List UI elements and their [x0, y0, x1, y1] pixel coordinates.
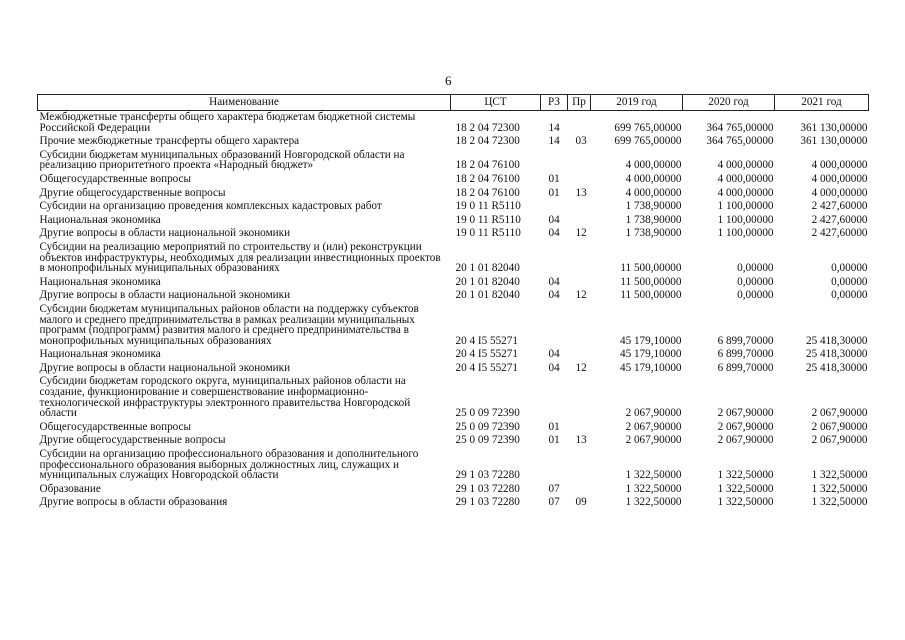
page-number: 6 [445, 73, 452, 88]
row-2021: 25 418,30000 [805, 334, 868, 347]
row-2021: 1 322,50000 [811, 469, 868, 482]
table-header [38, 95, 869, 111]
header-2021: 2021 год [775, 95, 869, 111]
header-pr: Пр [568, 95, 591, 111]
row-name: Общегосударственные вопросы [39, 420, 192, 433]
row-2020: 4 000,00000 [717, 159, 774, 172]
row-2019: 2 067,90000 [625, 407, 682, 420]
row-2020: 2 067,90000 [717, 420, 774, 433]
row-rz [541, 448, 568, 483]
budget-table [37, 94, 869, 510]
row-2020: 2 067,90000 [717, 434, 774, 447]
row-2021: 0,00000 [831, 275, 868, 288]
row-name: Субсидии бюджетам муниципальных районов области на поддержку субъектов малого и среднего предпринимательства в рамках реализации муниципальных программ (подпрограмм) развития малого и среднего предпринимательства в монопрофильных муниципальных образованиях [39, 302, 419, 347]
row-2021: 4 000,00000 [811, 172, 868, 185]
row-rz: 04 [548, 227, 560, 240]
row-2021: 361 130,00000 [800, 121, 868, 134]
row-2019: 1 738,90000 [625, 227, 682, 240]
row-2019: 45 179,10000 [619, 361, 682, 374]
row-2021: 1 322,50000 [811, 482, 868, 495]
row-2021: 2 067,90000 [811, 434, 868, 447]
row-pr: 12 [575, 289, 587, 302]
row-cst: 20 1 01 82040 [455, 262, 520, 275]
row-cst: 19 0 11 R5110 [455, 227, 521, 240]
row-name: Прочие межбюджетные трансферты общего характера [39, 135, 300, 148]
table-row [38, 149, 869, 173]
row-2021: 2 067,90000 [811, 420, 868, 433]
row-rz: 01 [548, 434, 560, 447]
row-2019: 1 322,50000 [625, 496, 682, 509]
row-name: Другие вопросы в области образования [39, 496, 228, 509]
row-pr [568, 448, 591, 483]
row-2020: 2 067,90000 [717, 407, 774, 420]
row-2019: 11 500,00000 [620, 262, 682, 275]
row-cst: 20 4 I5 55271 [455, 348, 518, 361]
row-2021: 0,00000 [831, 262, 868, 275]
row-name: Национальная экономика [39, 348, 161, 361]
row-2020: 364 765,00000 [706, 135, 774, 148]
row-rz [541, 241, 568, 276]
row-2020: 6 899,70000 [717, 361, 774, 374]
row-2019: 2 067,90000 [625, 434, 682, 447]
row-cst: 18 2 04 76100 [455, 159, 520, 172]
row-rz: 07 [548, 482, 560, 495]
row-rz: 07 [548, 496, 560, 509]
row-rz: 04 [548, 213, 560, 226]
row-rz: 04 [548, 348, 560, 361]
table-row [38, 111, 869, 136]
header-rz: РЗ [541, 95, 568, 111]
row-name: Субсидии на реализацию мероприятий по строительству и (или) реконструкции объектов инфраструктуры, необходимых для реализации инвестиционных проектов в монопрофильных муниципальных образованиях [39, 240, 441, 275]
row-name: Субсидии бюджетам городского округа, муниципальных районов области на создание, функционирование и совершенствование информационно-технологической инфраструктуры электронного правительства Новгородской области [39, 375, 411, 420]
table-row [38, 241, 869, 276]
row-pr [568, 483, 591, 497]
table-row [38, 496, 869, 510]
row-2020: 1 100,00000 [717, 227, 774, 240]
row-name: Образование [39, 482, 101, 495]
row-2021: 1 322,50000 [811, 496, 868, 509]
table-row [38, 434, 869, 448]
table-row [38, 187, 869, 201]
row-2021: 4 000,00000 [811, 186, 868, 199]
row-2021: 4 000,00000 [811, 159, 868, 172]
table-row [38, 362, 869, 376]
row-2020: 1 100,00000 [717, 213, 774, 226]
row-pr [568, 375, 591, 420]
row-pr: 09 [575, 496, 587, 509]
table-row [38, 375, 869, 420]
table-body [38, 111, 869, 511]
row-cst: 25 0 09 72390 [455, 420, 520, 433]
row-name: Межбюджетные трансферты общего характера бюджетам бюджетной системы Российской Федерации [39, 111, 416, 134]
row-name: Другие вопросы в области национальной экономики [39, 289, 291, 302]
row-2019: 699 765,00000 [614, 135, 682, 148]
row-pr [568, 149, 591, 173]
row-2020: 1 322,50000 [717, 482, 774, 495]
row-pr [568, 241, 591, 276]
row-cst: 20 4 I5 55271 [455, 334, 518, 347]
table-row [38, 421, 869, 435]
row-2019: 699 765,00000 [614, 121, 682, 134]
row-rz: 04 [548, 275, 560, 288]
row-2019: 4 000,00000 [625, 172, 682, 185]
row-name: Субсидии бюджетам муниципальных образований Новгородской области на реализацию приоритетного проекта «Народный бюджет» [39, 148, 405, 172]
row-rz: 04 [548, 289, 560, 302]
row-rz: 14 [548, 135, 560, 148]
row-name: Национальная экономика [39, 275, 161, 288]
header-name: Наименование [38, 95, 451, 111]
row-2019: 11 500,00000 [620, 289, 682, 302]
row-pr [568, 421, 591, 435]
row-2020: 6 899,70000 [717, 334, 774, 347]
row-2020: 1 100,00000 [717, 200, 774, 213]
row-2021: 2 427,60000 [811, 227, 868, 240]
row-pr: 13 [575, 434, 587, 447]
table-row [38, 173, 869, 187]
table-row [38, 135, 869, 149]
row-rz [541, 303, 568, 348]
row-cst: 18 2 04 76100 [455, 186, 520, 199]
row-2020: 0,00000 [737, 289, 774, 302]
table-row [38, 214, 869, 228]
row-2020: 6 899,70000 [717, 348, 774, 361]
row-2019: 4 000,00000 [625, 186, 682, 199]
row-2021: 361 130,00000 [800, 135, 868, 148]
row-2019: 1 322,50000 [625, 469, 682, 482]
row-rz: 01 [548, 172, 560, 185]
row-rz: 14 [548, 121, 560, 134]
row-2019: 45 179,10000 [619, 334, 682, 347]
row-cst: 29 1 03 72280 [455, 482, 520, 495]
row-2021: 2 067,90000 [811, 407, 868, 420]
row-pr [568, 200, 591, 214]
row-2019: 2 067,90000 [625, 420, 682, 433]
row-rz: 01 [548, 186, 560, 199]
row-name: Субсидии на организацию профессионального образования и дополнительного профессионального образования выборных должностных лиц, служащих и муниципальных служащих Новгородской области [39, 448, 419, 482]
row-cst: 20 1 01 82040 [455, 275, 520, 288]
row-pr: 13 [575, 186, 587, 199]
row-pr: 12 [575, 227, 587, 240]
table-row [38, 276, 869, 290]
row-rz [541, 149, 568, 173]
row-cst: 29 1 03 72280 [455, 469, 520, 482]
row-2020: 4 000,00000 [717, 172, 774, 185]
table-row [38, 289, 869, 303]
row-pr: 03 [575, 135, 587, 148]
row-2019: 11 500,00000 [620, 275, 682, 288]
row-pr [568, 276, 591, 290]
row-2020: 0,00000 [737, 262, 774, 275]
row-name: Национальная экономика [39, 213, 161, 226]
row-name: Другие вопросы в области национальной экономики [39, 227, 291, 240]
row-2021: 2 427,60000 [811, 200, 868, 213]
header-row [38, 95, 869, 111]
row-2019: 1 738,90000 [625, 213, 682, 226]
row-name: Другие вопросы в области национальной экономики [39, 361, 291, 374]
row-name: Субсидии на организацию проведения комплексных кадастровых работ [39, 200, 382, 213]
row-2021: 25 418,30000 [805, 361, 868, 374]
row-2019: 45 179,10000 [619, 348, 682, 361]
row-pr [568, 111, 591, 136]
row-rz [541, 375, 568, 420]
header-2020: 2020 год [683, 95, 775, 111]
row-cst: 20 1 01 82040 [455, 289, 520, 302]
row-pr [568, 173, 591, 187]
row-pr: 12 [575, 361, 587, 374]
row-cst: 20 4 I5 55271 [455, 361, 518, 374]
row-cst: 18 2 04 72300 [455, 121, 520, 134]
row-name: Другие общегосударственные вопросы [39, 186, 226, 199]
row-pr [568, 214, 591, 228]
row-2019: 1 738,90000 [625, 200, 682, 213]
table-row [38, 483, 869, 497]
row-2020: 1 322,50000 [717, 469, 774, 482]
row-cst: 19 0 11 R5110 [455, 213, 521, 226]
row-cst: 18 2 04 76100 [455, 172, 520, 185]
row-rz: 04 [548, 361, 560, 374]
row-cst: 25 0 09 72390 [455, 434, 520, 447]
row-2019: 1 322,50000 [625, 482, 682, 495]
row-2020: 4 000,00000 [717, 186, 774, 199]
row-cst: 19 0 11 R5110 [455, 200, 521, 213]
header-2019: 2019 год [591, 95, 683, 111]
row-name: Общегосударственные вопросы [39, 172, 192, 185]
row-2021: 2 427,60000 [811, 213, 868, 226]
row-2020: 1 322,50000 [717, 496, 774, 509]
table-row [38, 227, 869, 241]
row-name: Другие общегосударственные вопросы [39, 434, 226, 447]
header-cst: ЦСТ [451, 95, 541, 111]
row-2021: 0,00000 [831, 289, 868, 302]
row-rz [541, 200, 568, 214]
row-2021: 25 418,30000 [805, 348, 868, 361]
row-pr [568, 348, 591, 362]
row-2020: 364 765,00000 [706, 121, 774, 134]
table-row [38, 303, 869, 348]
table-row [38, 200, 869, 214]
row-2020: 0,00000 [737, 275, 774, 288]
row-cst: 25 0 09 72390 [455, 407, 520, 420]
table-row [38, 348, 869, 362]
row-rz: 01 [548, 420, 560, 433]
row-cst: 18 2 04 72300 [455, 135, 520, 148]
row-cst: 29 1 03 72280 [455, 496, 520, 509]
table-row [38, 448, 869, 483]
row-pr [568, 303, 591, 348]
row-2019: 4 000,00000 [625, 159, 682, 172]
